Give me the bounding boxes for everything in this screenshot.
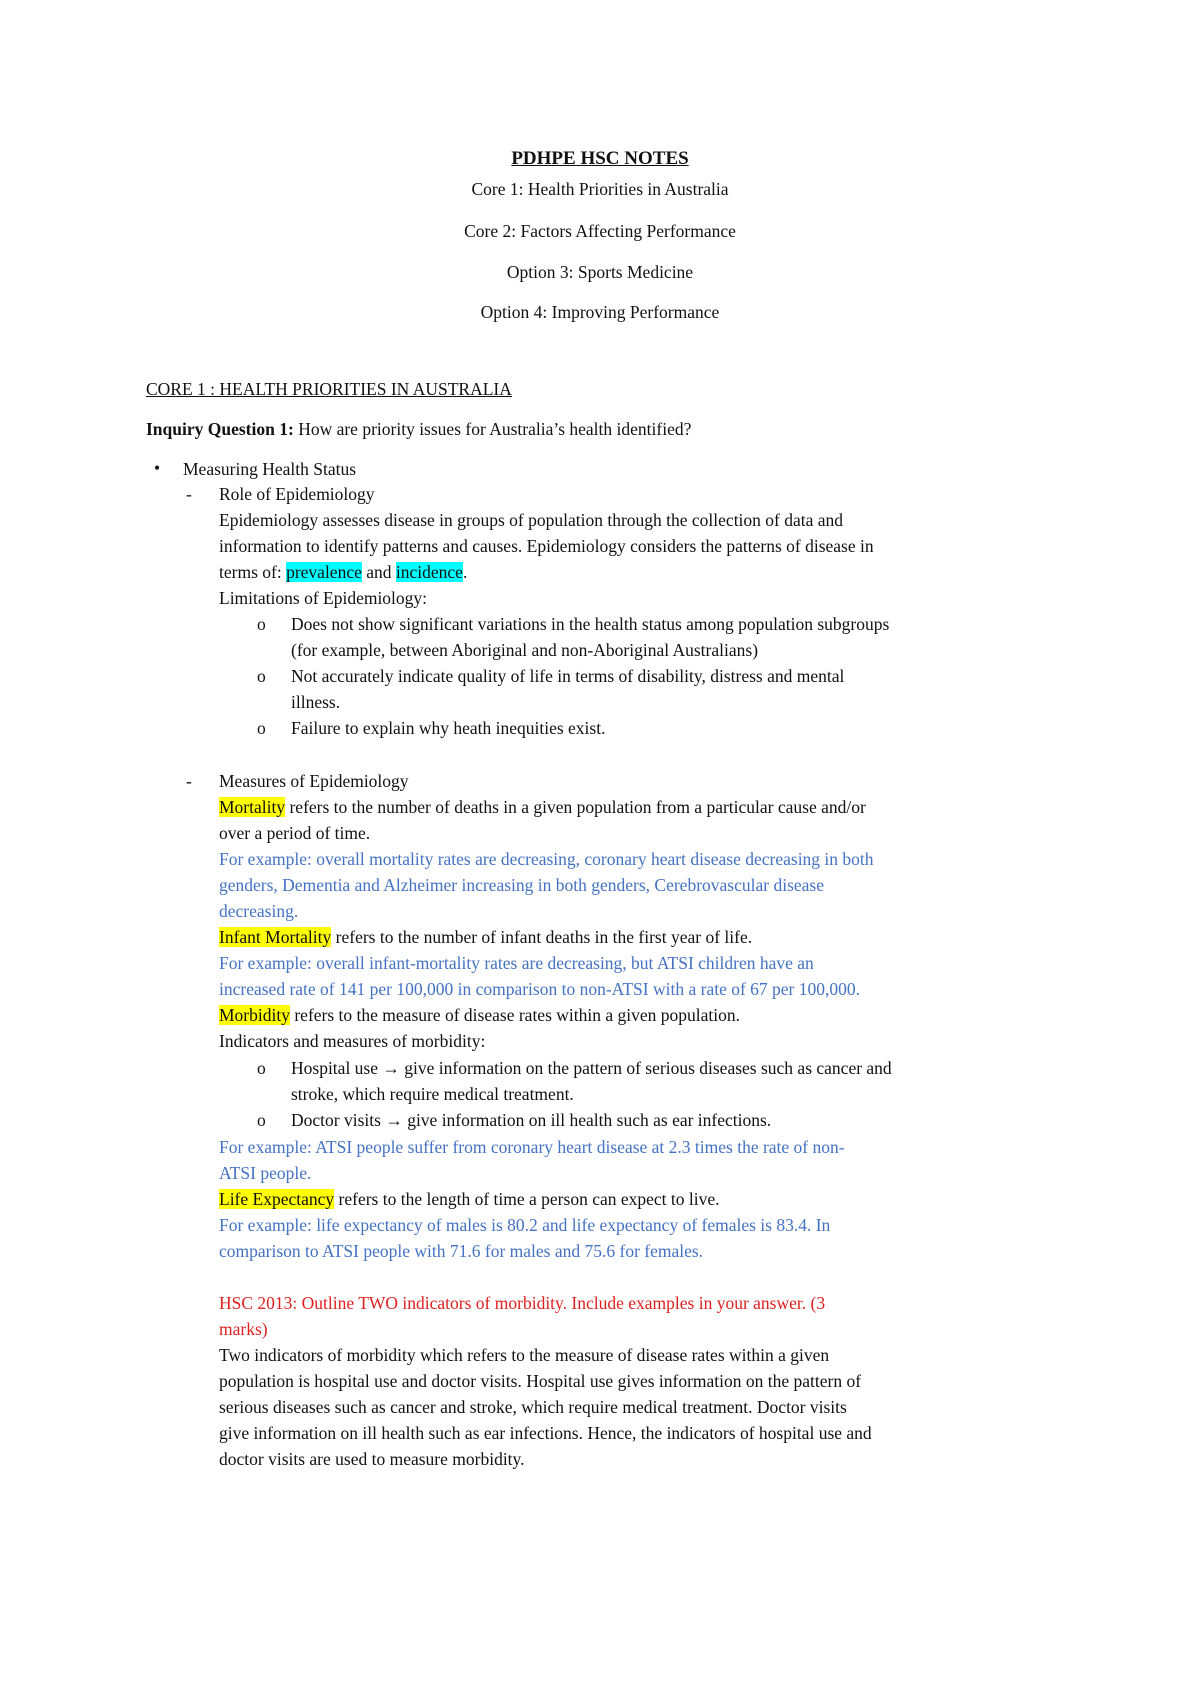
infant-mortality-definition: refers to the number of infant deaths in the first year of life. <box>331 927 753 947</box>
morbidity-example-line-1: For example: ATSI people suffer from coronary heart disease at 2.3 times the rate of non- <box>219 1137 845 1157</box>
limitation-3: Failure to explain why heath inequities exist. <box>291 718 606 738</box>
infant-mortality-line <box>219 924 752 950</box>
doctor-visits-text: give information on ill health such as ear infections. <box>402 1110 772 1130</box>
title-part-2: HSC NOTES <box>580 148 689 169</box>
infant-example-line-2: increased rate of 141 per 100,000 in comparison to non-ATSI with a rate of 67 per 100,000. <box>219 979 861 999</box>
limitations-heading: Limitations of Epidemiology: <box>219 588 428 608</box>
life-expectancy-highlight: Life Expectancy <box>219 1189 335 1209</box>
sub-bullet-icon: o <box>257 1110 266 1130</box>
dash-icon: - <box>186 484 192 504</box>
title-part-1: PDHPE <box>511 148 581 169</box>
document-title <box>0 146 1200 172</box>
role-paragraph-line-2: information to identify patterns and causes. Epidemiology considers the patterns of disease in <box>219 536 874 556</box>
role-heading: Role of Epidemiology <box>219 484 375 504</box>
limitation-2-line-2: illness. <box>291 692 341 712</box>
mortality-example-line-1: For example: overall mortality rates are decreasing, coronary heart disease decreasing in both <box>219 849 874 869</box>
and-text: and <box>361 562 396 582</box>
section-heading: CORE 1 : HEALTH PRIORITIES IN AUSTRALIA <box>146 379 512 399</box>
period-text: . <box>462 562 468 582</box>
measuring-health-status: Measuring Health Status <box>183 459 357 479</box>
dash-icon: - <box>186 771 192 791</box>
bullet-icon: • <box>154 458 161 478</box>
morbidity-definition: refers to the measure of disease rates within a given population. <box>289 1005 740 1025</box>
core-2-line: Core 2: Factors Affecting Performance <box>464 221 736 241</box>
mortality-example-line-2: genders, Dementia and Alzheimer increasing in both genders, Cerebrovascular disease <box>219 875 824 895</box>
infant-mortality-highlight: Infant Mortality <box>219 927 332 947</box>
answer-line-3: serious diseases such as cancer and stroke, which require medical treatment. Doctor visits <box>219 1397 847 1417</box>
role-paragraph-line-1: Epidemiology assesses disease in groups of population through the collection of data and <box>219 510 844 530</box>
role-terms-text: terms of: <box>219 562 287 582</box>
answer-line-1: Two indicators of morbidity which refers to the measure of disease rates within a given <box>219 1345 830 1365</box>
core-1-line: Core 1: Health Priorities in Australia <box>471 179 729 199</box>
limitation-2-line-1: Not accurately indicate quality of life in terms of disability, distress and mental <box>291 666 845 686</box>
limitation-1-line-1: Does not show significant variations in the health status among population subgroups <box>291 614 890 634</box>
mortality-example-line-3: decreasing. <box>219 901 299 921</box>
hospital-use-label: Hospital use <box>291 1058 383 1078</box>
hsc-question-line-2: marks) <box>219 1319 268 1339</box>
prevalence-highlight: prevalence <box>286 562 362 582</box>
limitation-1-line-2: (for example, between Aboriginal and non-Aboriginal Australians) <box>291 640 759 660</box>
measures-heading: Measures of Epidemiology <box>219 771 409 791</box>
infant-example-line-1: For example: overall infant-mortality rates are decreasing, but ATSI children have an <box>219 953 814 973</box>
doctor-visits-label: Doctor visits <box>291 1110 386 1130</box>
life-expectancy-definition: refers to the length of time a person can expect to live. <box>334 1189 720 1209</box>
life-expectancy-line <box>219 1186 720 1212</box>
role-paragraph-line-3 <box>219 559 467 585</box>
answer-line-2: population is hospital use and doctor visits. Hospital use gives information on the pattern of <box>219 1371 862 1391</box>
sub-bullet-icon: o <box>257 1058 266 1078</box>
sub-bullet-icon: o <box>257 666 266 686</box>
life-example-line-2: comparison to ATSI people with 71.6 for males and 75.6 for females. <box>219 1241 704 1261</box>
hsc-question-line-1: HSC 2013: Outline TWO indicators of morbidity. Include examples in your answer. (3 <box>219 1293 826 1313</box>
arrow-right-icon: → <box>385 1110 403 1130</box>
sub-bullet-icon: o <box>257 718 266 738</box>
hospital-use-line-1 <box>291 1055 892 1081</box>
answer-line-5: doctor visits are used to measure morbidity. <box>219 1449 525 1469</box>
morbidity-highlight: Morbidity <box>219 1005 290 1025</box>
sub-bullet-icon: o <box>257 614 266 634</box>
doctor-visits-line <box>291 1107 771 1133</box>
option-4-line: Option 4: Improving Performance <box>480 302 720 322</box>
life-example-line-1: For example: life expectancy of males is 80.2 and life expectancy of females is 83.4. In <box>219 1215 831 1235</box>
arrow-right-icon: → <box>382 1058 400 1078</box>
mortality-line-2: over a period of time. <box>219 823 371 843</box>
mortality-line-1 <box>219 794 866 820</box>
mortality-highlight: Mortality <box>219 797 286 817</box>
hospital-use-line-2: stroke, which require medical treatment. <box>291 1084 574 1104</box>
answer-line-4: give information on ill health such as ear infections. Hence, the indicators of hospital use and <box>219 1423 872 1443</box>
inquiry-text: How are priority issues for Australia’s health identified? <box>293 419 692 439</box>
mortality-definition: refers to the number of deaths in a given population from a particular cause and/or <box>285 797 866 817</box>
option-3-line: Option 3: Sports Medicine <box>506 262 694 282</box>
morbidity-example-line-2: ATSI people. <box>219 1163 312 1183</box>
morbidity-line <box>219 1002 740 1028</box>
inquiry-question <box>146 416 691 442</box>
indicators-heading: Indicators and measures of morbidity: <box>219 1031 486 1051</box>
inquiry-label: Inquiry Question 1: <box>146 419 294 439</box>
incidence-highlight: incidence <box>395 562 463 582</box>
hospital-use-text: give information on the pattern of serious diseases such as cancer and <box>399 1058 892 1078</box>
